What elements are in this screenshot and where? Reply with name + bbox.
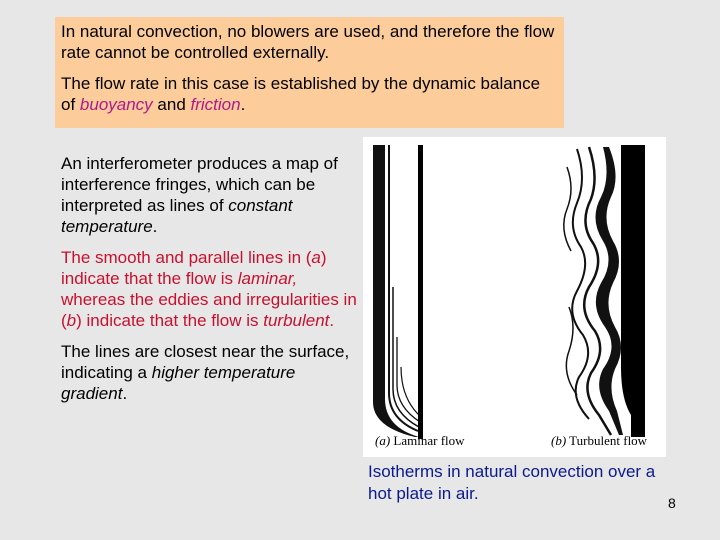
- isotherm-figure: [363, 137, 666, 457]
- flow-text-end: .: [329, 311, 335, 330]
- interferometer-paragraph: [61, 153, 361, 237]
- gradient-paragraph: [61, 341, 361, 404]
- intro-box: [55, 17, 564, 128]
- explanation-column: [61, 153, 361, 414]
- flow-type-paragraph: [61, 247, 361, 331]
- interferometer-end: .: [152, 217, 158, 236]
- turbulent-term: turbulent: [263, 311, 330, 330]
- page-number: 8: [668, 495, 676, 511]
- turbulent-label: (b) Turbulent flow: [551, 433, 648, 448]
- isotherm-illustration: [363, 137, 666, 457]
- buoyancy-term: buoyancy: [79, 95, 153, 114]
- label-b-ref: b: [66, 311, 77, 330]
- flow-text-3: whereas the eddies and irregularities in (: [61, 290, 357, 330]
- turbulent-fringes: [564, 145, 645, 437]
- gradient-text: The lines are closest near the surface, indicating a: [61, 342, 350, 382]
- intro-p2-and: and: [152, 95, 191, 114]
- gradient-end: .: [122, 384, 128, 403]
- constant-temperature-term: constant temperature: [61, 196, 293, 236]
- flow-text-2: ) indicate that the flow is: [61, 248, 327, 288]
- intro-p2-end: .: [240, 95, 246, 114]
- intro-paragraph-2: [61, 73, 558, 115]
- temperature-gradient-term: higher temperature gradient: [61, 363, 296, 403]
- label-a-ref: a: [311, 248, 321, 267]
- laminar-fringes: [373, 145, 423, 439]
- interferometer-text: An interferometer produces a map of interference fringes, which can be interpreted as lines of: [61, 154, 338, 215]
- figure-caption: Isotherms in natural convection over a hot plate in air.: [368, 462, 656, 503]
- flow-text-4: ) indicate that the flow is: [76, 311, 264, 330]
- laminar-label: (a) Laminar flow: [375, 433, 465, 448]
- intro-p2-text: The flow rate in this case is established by the dynamic balance of: [61, 74, 541, 114]
- friction-term: friction: [190, 95, 241, 114]
- intro-paragraph-1: In natural convection, no blowers are used, and therefore the flow rate cannot be controlled externally.: [61, 22, 555, 62]
- flow-text-1: The smooth and parallel lines in (: [61, 248, 312, 267]
- laminar-term: laminar,: [237, 269, 298, 288]
